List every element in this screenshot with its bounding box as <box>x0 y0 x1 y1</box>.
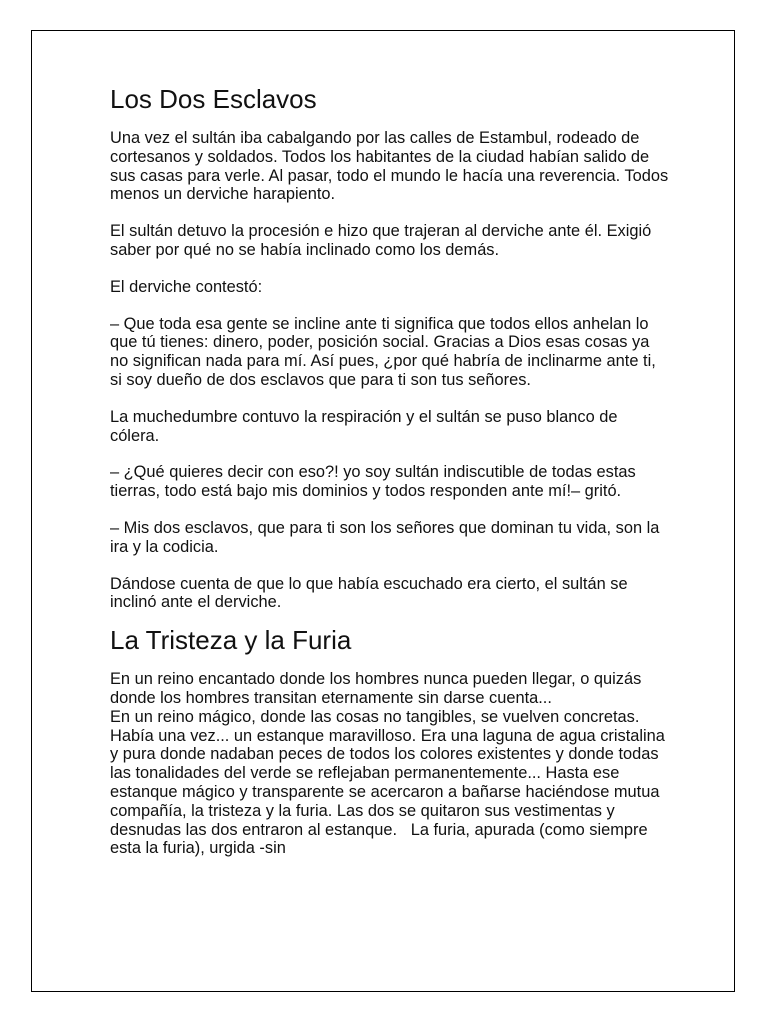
document-page <box>31 30 735 992</box>
story2-line: En un reino encantado donde los hombres nunca pueden llegar, o quizás donde los hombres transitan eternamente sin darse cuenta... <box>110 670 642 707</box>
story1-paragraph: El sultán detuvo la procesión e hizo que trajeran al derviche ante él. Exigió saber por qué no se había inclinado como los demás. <box>110 222 652 259</box>
story2-line: En un reino mágico, donde las cosas no tangibles, se vuelven concretas. <box>110 707 640 726</box>
story1-paragraph: El derviche contestó: <box>110 277 263 296</box>
story2-title: La Tristeza y la Furia <box>110 625 352 656</box>
story2-line: Había una vez... un estanque maravilloso. Era una laguna de agua cristalina y pura donde nadaban peces de todos los colores existentes y donde todas las tonalidades del verde se reflejaban permanentemente... Hasta ese estanque mágico y transparente se acercaron a bañarse haciéndose mutua compañía, la tristeza y la furia. Las dos se quitaron sus vestimentas y desnudas las dos entraron al estanque. La furia, apurada (como siempre esta la furia), urgida -sin <box>110 726 670 858</box>
story1-paragraph: Dándose cuenta de que lo que había escuchado era cierto, el sultán se inclinó ante el derviche. <box>110 574 628 612</box>
story1-title: Los Dos Esclavos <box>110 84 317 114</box>
story1-paragraph: – ¿Qué quieres decir con eso?! yo soy sultán indiscutible de todas estas tierras, todo está bajo mis dominios y todos responden ante mí!– gritó. <box>110 463 636 501</box>
page-content <box>110 83 670 858</box>
story1-paragraph: – Que toda esa gente se incline ante ti significa que todos ellos anhelan lo que tú tienes: dinero, poder, posición social. Gracias a Dios esas cosas ya no significan nada para mí. Así pues, ¿por qué habría de inclinarme ante ti, si soy dueño de dos esclavos que para ti son tus señores. <box>110 314 656 389</box>
story1-paragraph: – Mis dos esclavos, que para ti son los señores que dominan tu vida, son la ira y la codicia. <box>110 518 660 556</box>
story1-paragraph: Una vez el sultán iba cabalgando por las calles de Estambul, rodeado de cortesanos y soldados. Todos los habitantes de la ciudad habían salido de sus casas para verle. Al pasar, todo el mundo le hacía una reverencia. Todos menos un derviche harapiento. <box>110 129 669 204</box>
story1-paragraph: La muchedumbre contuvo la respiración y el sultán se puso blanco de cólera. <box>110 407 618 445</box>
